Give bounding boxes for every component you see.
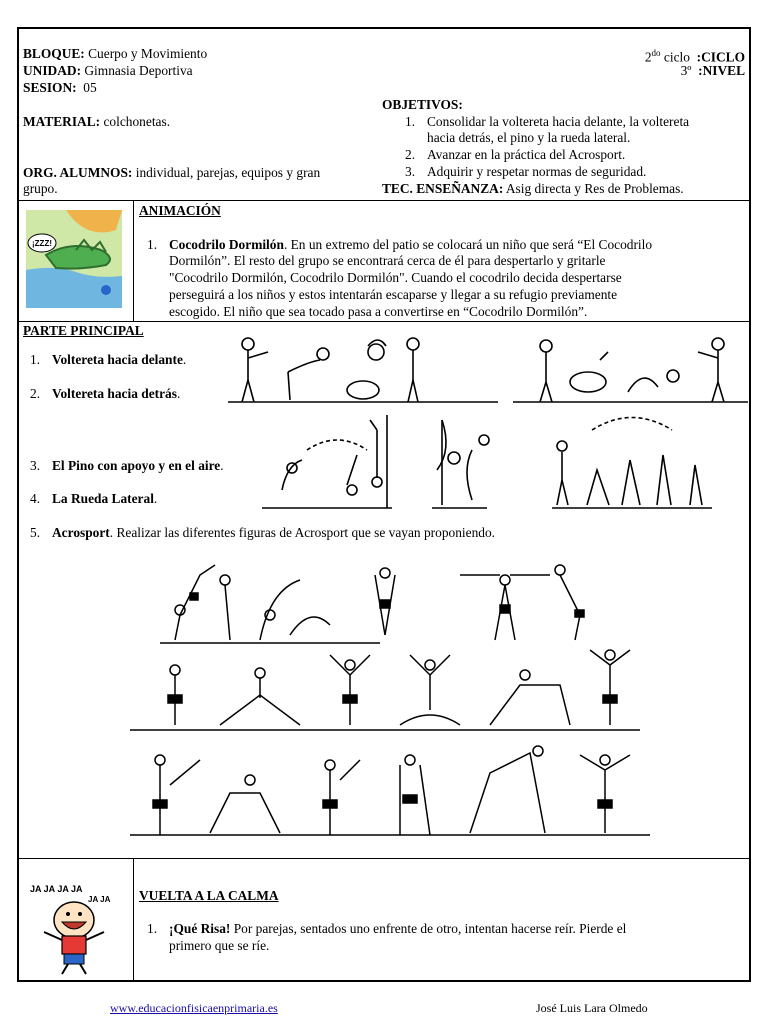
principal-item-3: 3. El Pino con apoyo y en el aire. (30, 458, 224, 473)
laugh-text-2: JA JA (88, 895, 111, 904)
ciclo-line: $2^{do}$ ciclo :CICLO (644, 48, 745, 65)
forward-backward-roll-illustration (228, 332, 748, 404)
animacion-title: ANIMACIÓN (139, 203, 221, 218)
divider (133, 858, 134, 982)
bloque-line: BLOQUE: Cuerpo y Movimiento (23, 46, 208, 61)
divider (133, 200, 134, 321)
handstand-cartwheel-illustration (262, 410, 722, 512)
objetivo-3: 3. Adquirir y respetar normas de seguridad. (405, 164, 647, 179)
org-line-2: grupo. (23, 181, 58, 196)
divider (19, 858, 749, 859)
principal-item-2: 2. Voltereta hacia detrás. (30, 386, 181, 401)
principal-title: PARTE PRINCIPAL (23, 323, 144, 338)
org-line: ORG. ALUMNOS: individual, parejas, equipos y gran (23, 165, 321, 180)
laughing-boy-illustration (26, 878, 126, 978)
objetivos-title: OBJETIVOS: (382, 97, 463, 112)
divider (19, 200, 749, 201)
speech-bubble-text: ¡ZZZ! (32, 239, 52, 248)
footer-author: José Luis Lara Olmedo (536, 1001, 648, 1015)
animacion-item-line-2: Dormilón”. El resto del grupo se encontrará cerca de él para despertarlo y gritarle (169, 253, 606, 268)
animacion-item-line-3: "Cocodrilo Dormilón, Cocodrilo Dormilón". Cuando el cocodrilo decida despertarse (169, 270, 622, 285)
material-line: MATERIAL: colchonetas. (23, 114, 171, 129)
animacion-item-line-1: 1. Cocodrilo Dormilón. En un extremo del patio se colocará un niño que será “El Cocodrilo (147, 237, 653, 252)
objetivo-1: 1. Consolidar la voltereta hacia delante, la voltereta (405, 114, 690, 129)
acrosport-figures-illustration (130, 555, 650, 845)
footer-website-link[interactable]: www.educacionfisicaenprimaria.es (110, 1001, 278, 1015)
objetivo-1-cont: hacia detrás, el pino y la rueda lateral. (427, 130, 631, 145)
objetivo-2: 2. Avanzar en la práctica del Acrosport. (405, 147, 626, 162)
principal-item-5: 5. Acrosport. Realizar las diferentes figuras de Acrosport que se vayan proponiendo. (30, 525, 496, 540)
crocodile-illustration (26, 210, 122, 308)
principal-item-1: 1. Voltereta hacia delante. (30, 352, 187, 367)
sesion-line: SESION: 05 (23, 80, 97, 95)
calma-item-line-1: 1. ¡Qué Risa! Por parejas, sentados uno enfrente de otro, intentan hacerse reír. Pierde el (147, 921, 627, 936)
calma-title: VUELTA A LA CALMA (139, 888, 279, 903)
tec-line: TEC. ENSEÑANZA: Asig directa y Res de Problemas. (382, 181, 684, 196)
laugh-text: JA JA JA JA (30, 884, 83, 894)
animacion-item-line-5: escogido. El niño que sea tocado pasa a convertirse en “Cocodrilo Dormilón”. (169, 304, 588, 319)
unidad-line: UNIDAD: Gimnasia Deportiva (23, 63, 193, 78)
nivel-line: 3º :NIVEL (680, 63, 745, 78)
calma-item-line-2: primero que se ríe. (169, 938, 270, 953)
animacion-item-line-4: perseguirá a los niños y estos intentarán escaparse y llegar a su refugio previamente (169, 287, 618, 302)
principal-item-4: 4. La Rueda Lateral. (30, 491, 158, 506)
